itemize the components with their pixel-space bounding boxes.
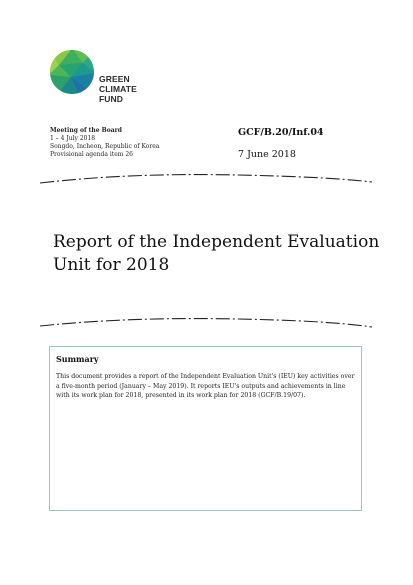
- meeting-heading: Meeting of the Board: [50, 127, 123, 134]
- document-date: 7 June 2018: [238, 149, 296, 160]
- meeting-dates: 1 – 4 July 2018: [50, 135, 96, 142]
- bottom-wave-divider: [38, 316, 374, 330]
- logo-line-fund: FUND: [99, 94, 124, 104]
- document-symbol: GCF/B.20/Inf.04: [238, 127, 324, 138]
- logo-line-climate: CLIMATE: [99, 84, 137, 94]
- globe-logo-icon: [49, 49, 95, 95]
- meeting-info: [50, 127, 159, 159]
- top-wave-divider: [38, 172, 374, 186]
- summary-heading: Summary: [56, 354, 99, 364]
- logo-line-green: GREEN: [99, 74, 130, 84]
- document-title: Report of the Independent Evaluation Unit for 2018: [53, 232, 380, 275]
- agenda-item: Provisional agenda item 26: [50, 151, 133, 158]
- meeting-location: Songdo, Incheon, Republic of Korea: [50, 143, 160, 150]
- summary-text: This document provides a report of the Independent Evaluation Unit's (IEU) key activities over a five-month period (January – May 2019). It reports IEU's outputs and achievements in line with its work plan for 2018, presented in its work plan for 2018 (GCF/B.19/07).: [56, 373, 355, 399]
- summary-box: [49, 346, 362, 511]
- logo-wordmark: [99, 74, 137, 104]
